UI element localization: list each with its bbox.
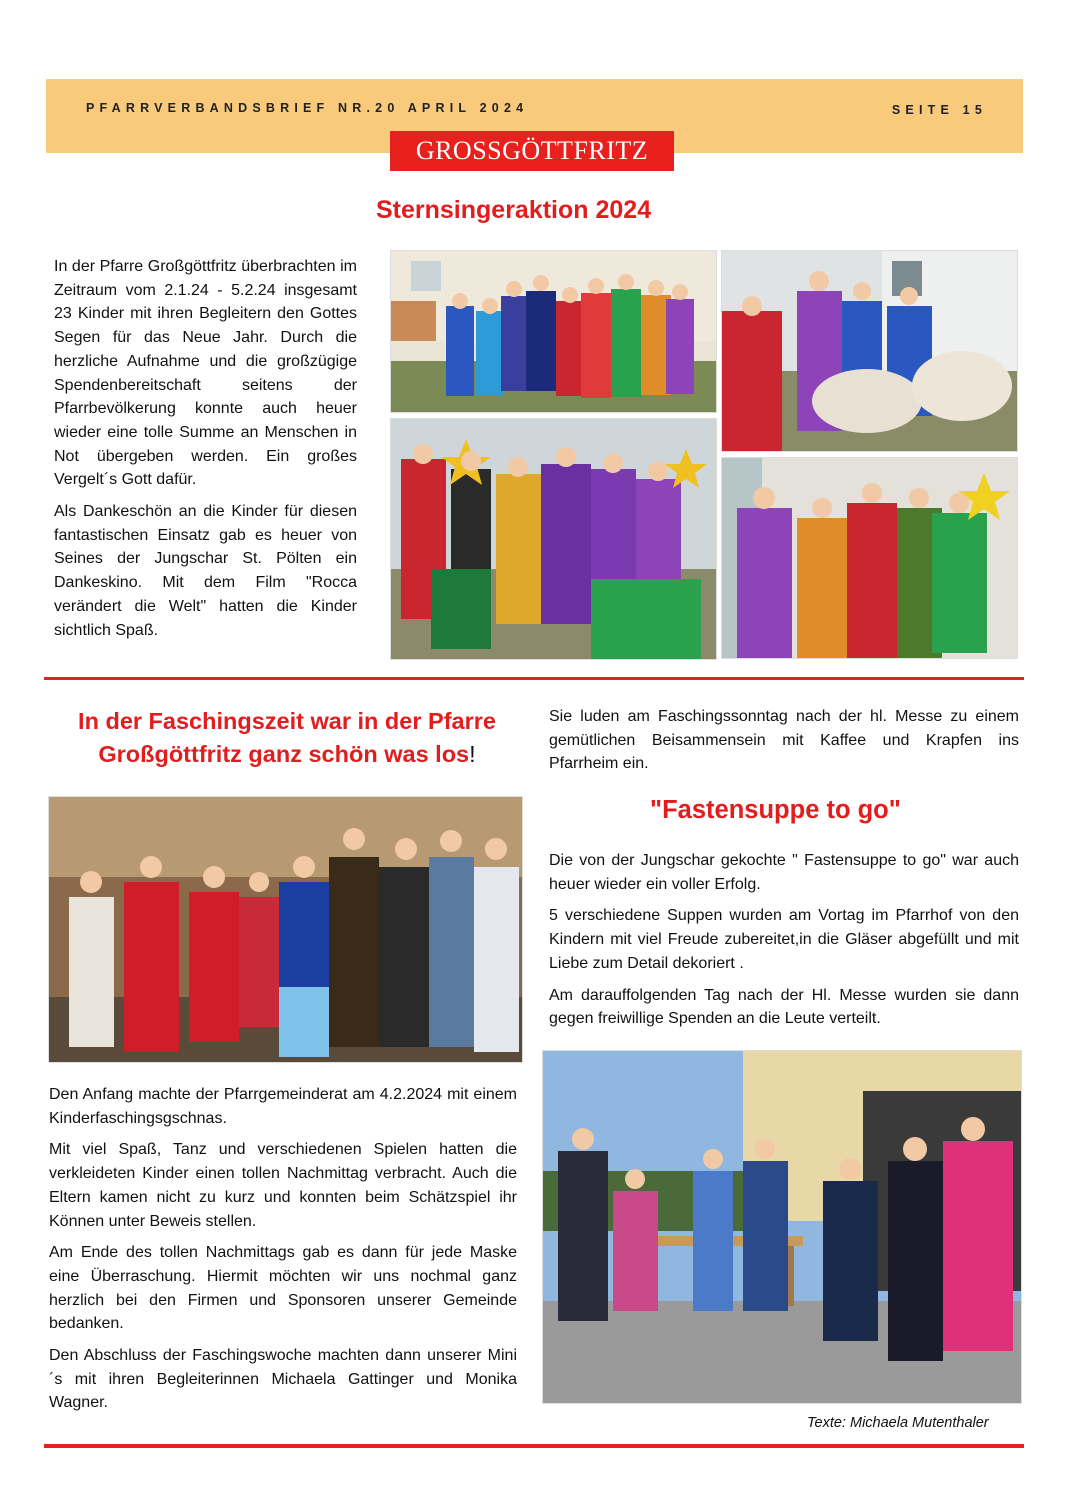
photo-sternsinger-stars bbox=[390, 418, 717, 660]
paragraph: Den Anfang machte der Pfarrgemeinderat am 4.2.2024 mit einem Kinderfaschingsgschnas. bbox=[49, 1086, 517, 1127]
paragraph: Den Abschluss der Faschingswoche machten dann unserer Mini´s mit ihren Begleiterinnen Michaela Gattinger und Monika Wagner. bbox=[49, 1347, 517, 1412]
section-title-fastensuppe: "Fastensuppe to go" bbox=[650, 796, 901, 824]
newsletter-title: PFARRVERBANDSBRIEF NR.20 APRIL 2024 bbox=[86, 101, 529, 115]
fasching-title-text: In der Faschingszeit war in der Pfarre Großgöttfritz ganz schön was los bbox=[78, 708, 496, 767]
fastensuppe-text bbox=[549, 849, 1019, 1039]
paragraph: 5 verschiedene Suppen wurden am Vortag im Pfarrhof von den Kindern mit viel Freude zubereitet,in die Gläser abgefüllt und mit Liebe zum Detail dekoriert . bbox=[549, 907, 1019, 972]
photo-fastensuppe-group bbox=[542, 1050, 1022, 1404]
sternsinger-text bbox=[54, 255, 357, 650]
photo-sternsinger-indoor bbox=[721, 457, 1018, 659]
credit-line: Texte: Michaela Mutenthaler bbox=[807, 1415, 989, 1431]
photo-sternsinger-group bbox=[390, 250, 717, 413]
footer-line bbox=[44, 1444, 1024, 1448]
photo-sternsinger-sheep bbox=[721, 250, 1018, 452]
fasching-intro-text bbox=[549, 705, 1019, 784]
paragraph: Sie luden am Faschingssonntag nach der hl. Messe zu einem gemütlichen Beisammensein mit Kaffee und Krapfen ins Pfarrheim ein. bbox=[549, 708, 1019, 773]
paragraph: Als Dankeschön an die Kinder für diesen fantastischen Einsatz gab es heuer von Seines der Jungschar St. Pölten ein Dankeskino. Mit dem Film "Rocca verändert die Welt" hatten die Kinder sichtlich Spaß. bbox=[54, 503, 357, 639]
paragraph: Mit viel Spaß, Tanz und verschiedenen Spielen hatten die verkleideten Kinder einen tollen Nachmittag verbracht. Auch die Eltern kamen nicht zu kurz und konnten beim Schätzspiel ihr Können unter Beweis stellen. bbox=[49, 1141, 517, 1230]
photo-fasching-group bbox=[48, 796, 523, 1063]
page-number: SEITE 15 bbox=[891, 103, 987, 117]
paragraph: Die von der Jungschar gekochte " Fastensuppe to go" war auch heuer wieder ein voller Erfolg. bbox=[549, 852, 1019, 893]
parish-banner: GROSSGÖTTFRITZ bbox=[390, 131, 674, 171]
paragraph: In der Pfarre Großgöttfritz überbrachten im Zeitraum vom 2.1.24 - 5.2.24 insgesamt 23 Kinder mit ihren Begleitern den Gottes Segen für das Neue Jahr. Durch die herzliche Aufnahme und die großzügige Spendenbereitschaft seitens der Pfarrbevölkerung konnte auch heuer wieder eine tolle Summe an Menschen in Not übergeben werden. Ein großes Vergelt´s Gott dafür. bbox=[54, 258, 357, 489]
fasching-title-exclamation: ! bbox=[469, 741, 476, 767]
section-title-fasching bbox=[52, 705, 522, 771]
paragraph: Am darauffolgenden Tag nach der Hl. Messe wurden sie dann gegen freiwillige Spenden an die Leute verteilt. bbox=[549, 986, 1019, 1028]
fasching-text bbox=[49, 1083, 517, 1423]
divider-line bbox=[44, 677, 1024, 680]
section-title-sternsinger: Sternsingeraktion 2024 bbox=[376, 196, 652, 224]
paragraph: Am Ende des tollen Nachmittags gab es dann für jede Maske eine Überraschung. Hiermit möchten wir uns nochmal ganz herzlich bei den Firmen und Sponsoren unserer Gemeinde bedanken. bbox=[49, 1244, 517, 1333]
